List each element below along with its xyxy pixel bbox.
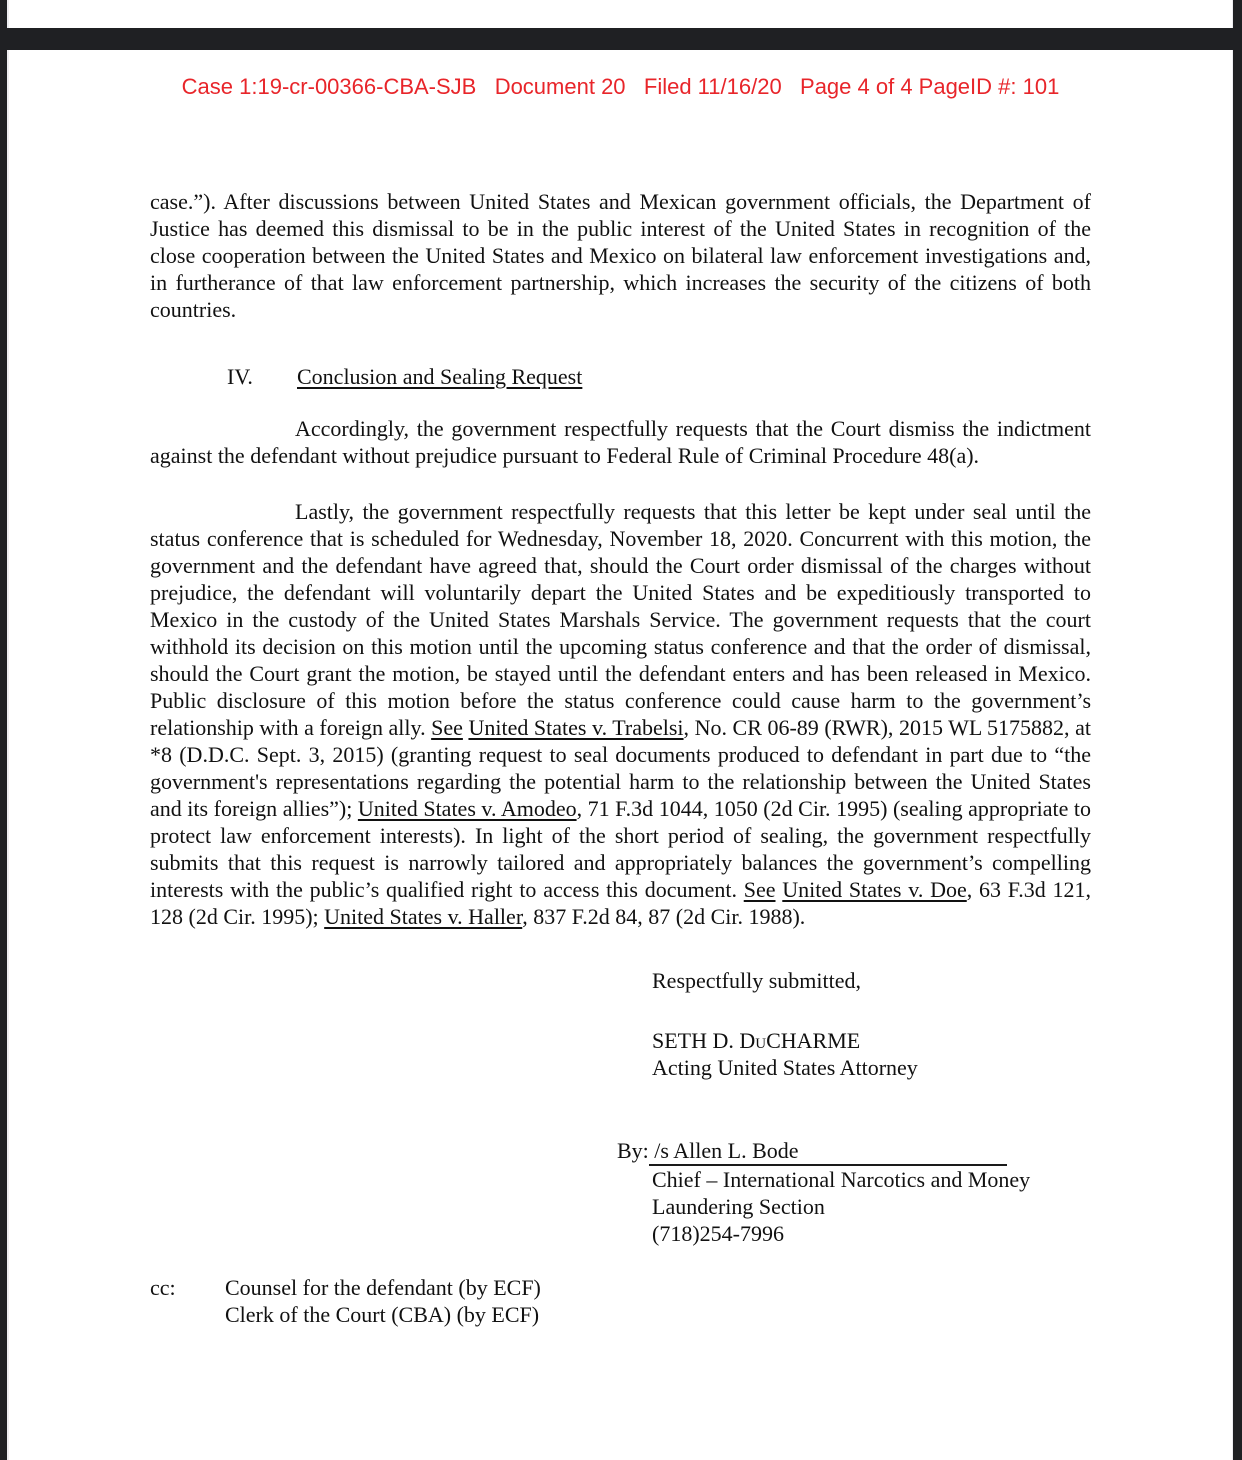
paragraph-dismissal-interest: case.”). After discussions between United States and Mexican government officials, the Department of Justice has deemed this dismissal to be in the public interest of the United States in recognition of the close cooperation between the United States and Mexico on bilateral law enforcement investigations and, in furtherance of that law enforcement partnership, which increases the security of the citizens of both countries.	[150, 189, 1091, 322]
cc-recipient: Clerk of the Court (CBA) (by ECF)	[225, 1302, 540, 1327]
paragraph-dismissal-request: Accordingly, the government respectfully requests that the Court dismiss the indictment against the defendant without prejudice pursuant to Federal Rule of Criminal Procedure 48(a).	[150, 416, 1091, 468]
cc-label: cc:	[150, 1275, 176, 1300]
signer-title-line-1: Chief – International Narcotics and Money	[652, 1167, 1031, 1192]
section-title: Conclusion and Sealing Request	[297, 364, 583, 389]
signature-by-line	[617, 1137, 1091, 1166]
signature-block	[617, 967, 1091, 1247]
previous-page-bottom-edge	[7, 0, 1233, 28]
document-body	[150, 188, 1091, 1328]
section-number: IV.	[227, 364, 253, 389]
signature-closing: Respectfully submitted,	[652, 968, 861, 993]
by-label: By:	[617, 1138, 649, 1163]
cc-block	[150, 1274, 1091, 1328]
signature-line: /s Allen L. Bode	[649, 1137, 1007, 1166]
document-page	[7, 50, 1233, 1460]
cc-recipient: Counsel for the defendant (by ECF)	[225, 1275, 541, 1300]
section-heading-conclusion	[150, 363, 1091, 390]
page-separator-gap	[0, 28, 1242, 50]
by-block	[617, 1137, 1091, 1247]
paragraph-sealing-request: Lastly, the government respectfully requests that this letter be kept under seal until the status conference that is scheduled for Wednesday, November 18, 2020. Concurrent with this motion, the government and the defendant have agreed that, should the Court order dismissal of the charges without prejudice, the defendant will voluntarily depart the United States and be expeditiously transported to Mexico in the custody of the United States Marshals Service. The government requests that the court withhold its decision on this motion until the upcoming status conference and that the order of dismissal, should the Court grant the motion, be stayed until the defendant enters and has been released in Mexico. Public disclosure of this motion before the status conference could cause harm to the government’s relationship with a foreign ally. See United States v. Trabelsi, No. CR 06-89 (RWR), 2015 WL 5175882, at *8 (D.D.C. Sept. 3, 2015) (granting request to seal documents produced to defendant in part due to “the government's representations regarding the potential harm to the relationship between the United States and its foreign allies”); United States v. Amodeo, 71 F.3d 1044, 1050 (2d Cir. 1995) (sealing appropriate to protect law enforcement interests). In light of the short period of sealing, the government respectfully submits that this request is narrowly tailored and appropriately balances the government’s compelling interests with the public’s qualified right to access this document. See United States v. Doe, 63 F.3d 121, 128 (2d Cir. 1995); United States v. Haller, 837 F.2d 84, 87 (2d Cir. 1988).	[150, 499, 1092, 929]
signer-title-line-2: Laundering Section	[652, 1194, 825, 1219]
ecf-case-stamp: Case 1:19-cr-00366-CBA-SJB Document 20 Filed 11/16/20 Page 4 of 4 PageID #: 101	[181, 74, 1060, 99]
cc-recipients	[225, 1274, 541, 1328]
attorney-name-block	[652, 1027, 1091, 1081]
attorney-title: Acting United States Attorney	[652, 1055, 918, 1080]
signer-phone: (718)254-7996	[652, 1221, 784, 1246]
attorney-name: SETH D. DuCHARME	[652, 1028, 861, 1053]
